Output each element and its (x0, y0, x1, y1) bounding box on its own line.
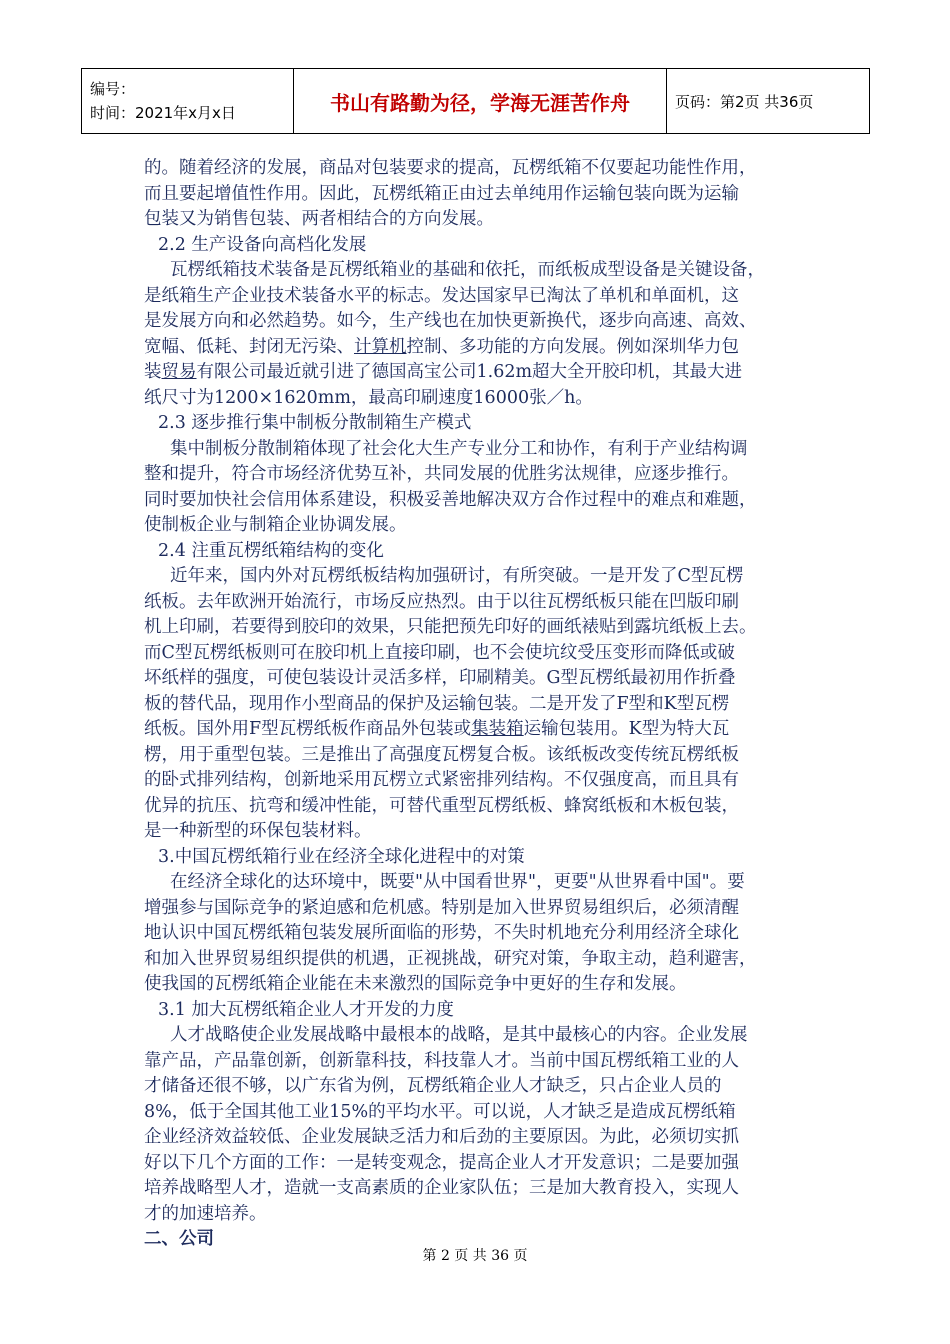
time-label: 时间：2021年x月x日 (90, 104, 236, 122)
body-line: 在经济全球化的达环境中，既要"从中国看世界"，更要"从世界看中国"。要 (170, 872, 745, 892)
body-line: 才储备还很不够，以广东省为例，瓦楞纸箱企业人才缺乏，只占企业人员的 (144, 1076, 722, 1096)
document-body (144, 156, 814, 1253)
header-meta (82, 69, 294, 134)
header-page-info: 页码：第2页 共36页 (667, 69, 870, 134)
section-heading-2-4: 2.4 注重瓦楞纸箱结构的变化 (158, 540, 384, 561)
body-line: 好以下几个方面的工作：一是转变观念，提高企业人才开发意识；二是要加强 (144, 1152, 739, 1173)
body-line: 是纸箱生产企业技术装备水平的标志。发达国家早已淘汰了单机和单面机，这 (144, 285, 739, 306)
body-line: 的卧式排列结构，创新地采用瓦楞立式紧密排列结构。不仅强度高，而且具有 (144, 770, 739, 790)
text-span: 纸板。国外用F型瓦楞纸板作商品外包装或 (144, 719, 472, 739)
text-span: 有限公司最近就引进了德国高宝公司1.62m超大全开胶印机，其最大进 (196, 362, 743, 382)
section-heading-company: 二、公司 (144, 1229, 214, 1249)
body-line: 人才战略使企业发展战略中最根本的战略，是其中最核心的内容。企业发展 (170, 1025, 748, 1045)
trade-link[interactable]: 贸易 (161, 362, 197, 382)
section-heading-2-3: 2.3 逐步推行集中制板分散制箱生产模式 (158, 413, 472, 433)
body-line: 使制板企业与制箱企业协调发展。 (144, 515, 407, 535)
body-line: 坏纸样的强度，可使包装设计灵活多样，印刷精美。G型瓦楞纸最初用作折叠 (144, 668, 736, 688)
body-line: 集中制板分散制箱体现了社会化大生产专业分工和协作，有利于产业结构调 (170, 438, 748, 459)
body-line: 增强参与国际竞争的紧迫感和危机感。特别是加入世界贸易组织后，必须清醒 (144, 897, 739, 918)
body-line: 使我国的瓦楞纸箱企业能在未来激烈的国际竞争中更好的生存和发展。 (144, 974, 687, 994)
text-span: 宽幅、低耗、封闭无污染、 (144, 336, 354, 357)
body-line: 而且要起增值性作用。因此，瓦楞纸箱正由过去单纯用作运输包装向既为运输 (144, 183, 739, 204)
body-line: 才的加速培养。 (144, 1203, 267, 1224)
body-line: 是一种新型的环保包装材料。 (144, 821, 372, 841)
body-line: 地认识中国瓦楞纸箱包装发展所面临的形势，不失时机地充分利用经济全球化 (144, 923, 739, 943)
code-label: 编号： (90, 80, 136, 98)
body-line: 纸尺寸为1200×1620mm，最高印刷速度16000张／h。 (144, 387, 593, 408)
body-line: 板的替代品，现用作小型商品的保护及运输包装。二是开发了F型和K型瓦楞 (144, 693, 730, 714)
text-span: 装 (144, 362, 162, 382)
text-span: 运输包装用。K型为特大瓦 (523, 719, 730, 739)
body-line: 同时要加快社会信用体系建设，积极妥善地解决双方合作过程中的难点和难题， (144, 489, 757, 510)
body-line: 整和提升，符合市场经济优势互补，共同发展的优胜劣汰规律，应逐步推行。 (144, 464, 739, 484)
body-line: 纸板。去年欧洲开始流行，市场反应热烈。由于以往瓦楞纸板只能在凹版印刷 (144, 591, 739, 612)
body-line: 和加入世界贸易组织提供的机遇，正视挑战，研究对策，争取主动，趋利避害， (144, 948, 757, 969)
body-line: 是发展方向和必然趋势。如今，生产线也在加快更新换代，逐步向高速、高效、 (144, 311, 757, 331)
page-header (81, 68, 870, 134)
body-line: 瓦楞纸箱技术装备是瓦楞纸箱业的基础和依托，而纸板成型设备是关键设备， (170, 260, 765, 280)
body-line: 近年来，国内外对瓦楞纸板结构加强研讨，有所突破。一是开发了C型瓦楞 (170, 566, 744, 586)
body-line: 培养战略型人才，造就一支高素质的企业家队伍；三是加大教育投入，实现人 (144, 1178, 739, 1198)
body-line: 包装又为销售包装、两者相结合的方向发展。 (144, 209, 494, 229)
container-link[interactable]: 集装箱 (471, 719, 524, 739)
body-line: 优异的抗压、抗弯和缓冲性能，可替代重型瓦楞纸板、蜂窝纸板和木板包装， (144, 795, 739, 816)
body-line: 楞，用于重型包装。三是推出了高强度瓦楞复合板。该纸板改变传统瓦楞纸板 (144, 744, 739, 765)
section-heading-3-1: 3.1 加大瓦楞纸箱企业人才开发的力度 (158, 999, 454, 1020)
body-line: 靠产品，产品靠创新，创新靠科技，科技靠人才。当前中国瓦楞纸箱工业的人 (144, 1050, 739, 1071)
body-line (144, 360, 814, 386)
body-line: 而C型瓦楞纸板则可在胶印机上直接印刷，也不会使坑纹受压变形而降低或破 (144, 642, 735, 663)
body-line: 的。随着经济的发展，商品对包装要求的提高，瓦楞纸箱不仅要起功能性作用， (144, 158, 757, 178)
header-motto: 书山有路勤为径，学海无涯苦作舟 (294, 69, 667, 134)
body-line (144, 717, 814, 743)
computer-link[interactable]: 计算机 (354, 336, 407, 357)
body-line: 企业经济效益较低、企业发展缺乏活力和后劲的主要原因。为此，必须切实抓 (144, 1127, 739, 1147)
body-line: 机上印刷，若要得到胶印的效果，只能把预先印好的画纸裱贴到露坑纸板上去。 (144, 617, 757, 637)
section-heading-3: 3.中国瓦楞纸箱行业在经济全球化进程中的对策 (158, 846, 525, 867)
body-line (144, 335, 814, 361)
text-span: 控制、多功能的方向发展。例如深圳华力包 (406, 336, 739, 357)
page-footer: 第 2 页 共 36 页 (422, 1248, 528, 1264)
body-line: 8%，低于全国其他工业15%的平均水平。可以说，人才缺乏是造成瓦楞纸箱 (144, 1101, 736, 1122)
section-heading-2-2: 2.2 生产设备向高档化发展 (158, 234, 367, 255)
